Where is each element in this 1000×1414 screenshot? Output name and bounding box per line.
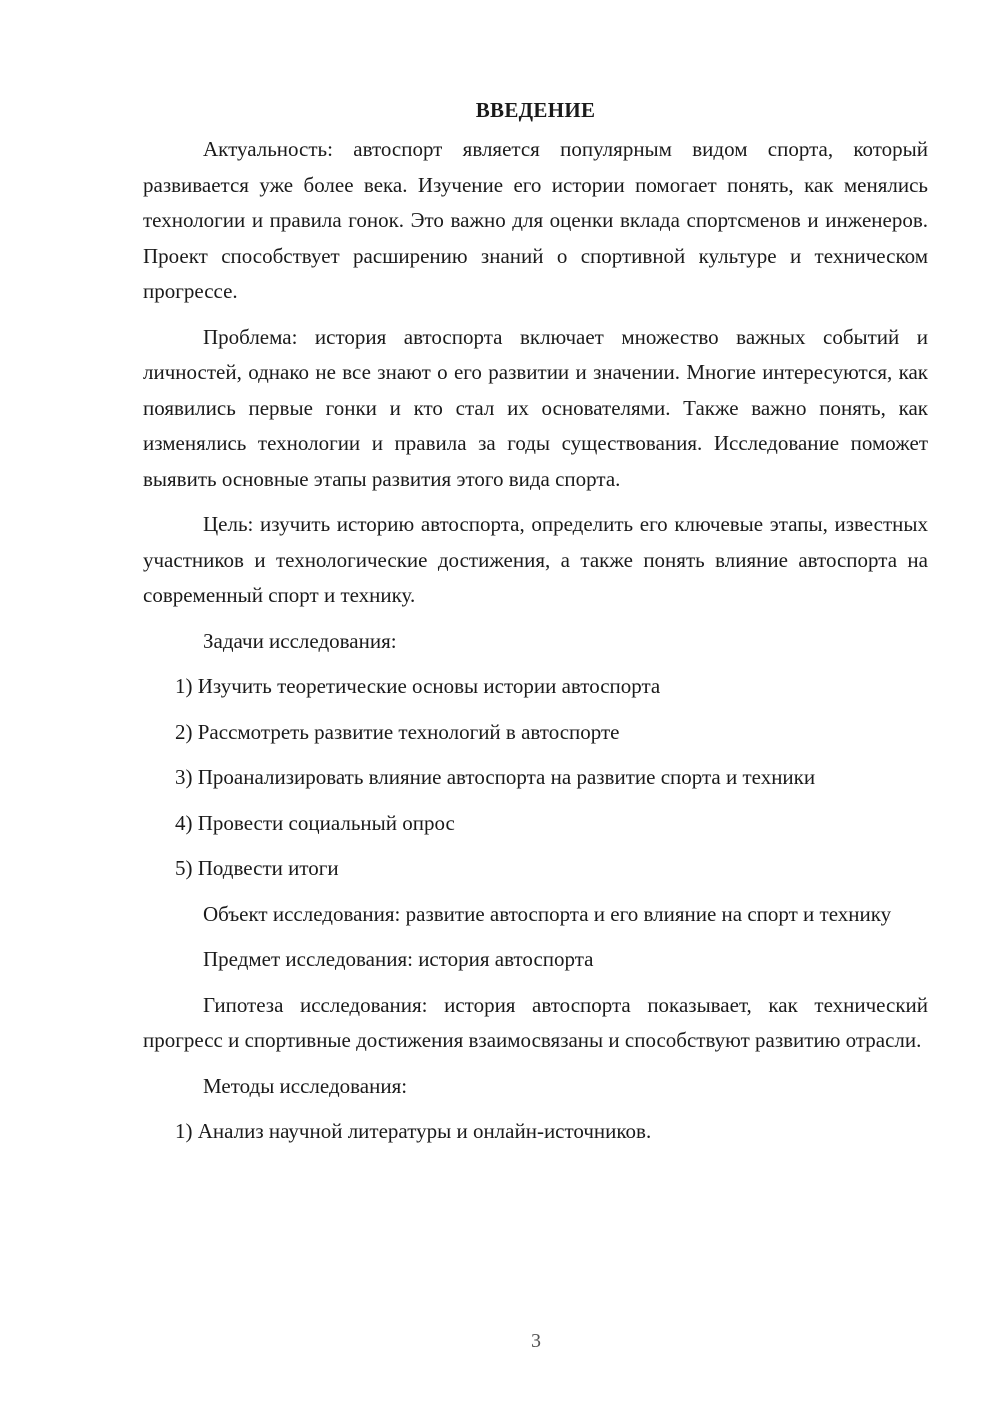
page-number: 3	[531, 1330, 541, 1352]
task-item-4: 4) Провести социальный опрос	[175, 810, 455, 835]
paragraph-problem: Проблема: история автоспорта включает множество важных событий и личностей, однако не все знают о его развитии и значении. Многие интересуются, как появились первые гонки и кто стал их основателями. Также важно понять, как изменялись технологии и правила за годы существования. Исследование поможет выявить основные этапы развития этого вида спорта.	[143, 324, 928, 491]
paragraph-goal: Цель: изучить историю автоспорта, определить его ключевые этапы, известных участников и технологические достижения, а также понять влияние автоспорта на современный спорт и технику.	[143, 512, 928, 607]
task-item-3: 3) Проанализировать влияние автоспорта на развитие спорта и техники	[175, 765, 816, 789]
paragraph-hypothesis: Гипотеза исследования: история автоспорта показывает, как технический прогресс и спортивные достижения взаимосвязаны и способствуют развитию отрасли.	[143, 992, 928, 1052]
document-page	[143, 95, 928, 1160]
section-title: ВВЕДЕНИЕ	[475, 98, 596, 122]
tasks-heading: Задачи исследования:	[203, 628, 397, 653]
task-item-2: 2) Рассмотреть развитие технологий в автоспорте	[175, 719, 620, 744]
method-item-1: 1) Анализ научной литературы и онлайн-источников.	[175, 1119, 652, 1143]
methods-heading: Методы исследования:	[203, 1073, 408, 1098]
task-item-1: 1) Изучить теоретические основы истории автоспорта	[175, 674, 661, 698]
paragraph-subject: Предмет исследования: история автоспорта	[203, 947, 594, 971]
task-item-5: 5) Подвести итоги	[175, 856, 339, 880]
paragraph-relevance: Актуальность: автоспорт является популярным видом спорта, который развивается уже более века. Изучение его истории помогает понять, как менялись технологии и правила гонок. Это важно для оценки вклада спортсменов и инженеров. Проект способствует расширению знаний о спортивной культуре и техническом прогрессе.	[143, 137, 928, 303]
paragraph-object: Объект исследования: развитие автоспорта и его влияние на спорт и технику	[203, 901, 892, 926]
